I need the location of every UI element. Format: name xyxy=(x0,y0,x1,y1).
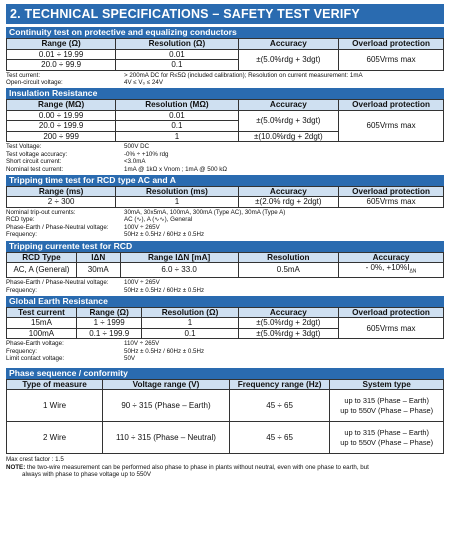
accuracy-text: - 0%, +10%I xyxy=(365,263,410,273)
table-header: Frequency range (Hz) xyxy=(229,379,330,390)
tripping-time-heading: Tripping time test for RCD type AC and A xyxy=(6,175,444,186)
note-value: 100V ÷ 265V xyxy=(124,223,160,231)
note-text: the two-wire measurement can be performed also phase to phase in plants without neutral, even with one phase to earth, but xyxy=(25,463,369,471)
table-header: Test current xyxy=(7,307,77,318)
note-label: Nominal test current: xyxy=(6,165,64,173)
table-cell: AC, A (General) xyxy=(7,263,77,278)
table-cell: 0.01 xyxy=(116,110,238,121)
table-header: RCD Type xyxy=(7,252,77,263)
table-row xyxy=(7,318,444,329)
table-header: Accuracy xyxy=(238,39,339,50)
note-label: Phase-Earth / Phase-Neutral voltage: xyxy=(6,223,109,231)
note-value: 4V ≤ V₀ ≤ 24V xyxy=(124,78,163,86)
table-cell: 0.1 ÷ 199.9 xyxy=(76,328,142,339)
table-row xyxy=(7,263,444,278)
table-header: Resolution (ms) xyxy=(116,186,238,197)
note-label: Phase-Earth voltage: xyxy=(6,340,64,348)
table-cell: 605Vrms max xyxy=(339,197,444,208)
table-cell: 0.1 xyxy=(116,60,238,71)
table-header: Accuracy xyxy=(339,252,444,263)
table-row xyxy=(7,110,444,121)
table-cell: 6.0 ÷ 33.0 xyxy=(120,263,238,278)
table-cell: 45 ÷ 65 xyxy=(229,422,330,454)
global-earth-heading: Global Earth Resistance xyxy=(6,296,444,307)
footer-notes xyxy=(6,456,444,478)
table-header: Resolution (Ω) xyxy=(116,39,238,50)
note-label: Test voltage accuracy: xyxy=(6,150,68,158)
table-cell: ±(5.0%rdg + 3dgt) xyxy=(238,110,339,131)
table-cell: 200 ÷ 999 xyxy=(7,131,116,142)
table-row xyxy=(7,197,444,208)
table-header: Overload protection xyxy=(339,307,444,318)
table-cell: 1 xyxy=(116,197,238,208)
note-label: Frequency: xyxy=(6,347,37,355)
table-row xyxy=(7,390,444,422)
note-label: Frequency: xyxy=(6,286,37,294)
table-cell: 45 ÷ 65 xyxy=(229,390,330,422)
crest-factor: Max crest factor : 1.5 xyxy=(6,456,64,464)
note-value: 50Hz ± 0.5Hz / 60Hz ± 0.5Hz xyxy=(124,347,205,355)
tripping-time-notes xyxy=(6,209,444,239)
table-cell xyxy=(339,263,444,278)
insulation-notes xyxy=(6,143,444,173)
tripping-current-notes xyxy=(6,279,444,294)
note-value: 1mA @ 1kΩ x Vnom ; 1mA @ 500 kΩ xyxy=(124,165,227,173)
note-value: 500V DC xyxy=(124,143,150,151)
table-cell: 605Vrms max xyxy=(339,49,444,70)
table-cell: 0.5mA xyxy=(238,263,339,278)
table-header: Overload protection xyxy=(339,39,444,50)
system-type-line: up to 550V (Phase – Phase) xyxy=(340,405,434,415)
table-header: Overload protection xyxy=(339,186,444,197)
insulation-heading: Insulation Resistance xyxy=(6,88,444,99)
note-text-2: always with phase to phase voltage up to 550V xyxy=(22,471,151,478)
table-cell xyxy=(330,422,444,454)
note-value: 50V xyxy=(124,355,136,363)
note-label: Nominal trip-out currents: xyxy=(6,208,76,216)
note-label: Phase-Earth / Phase-Neutral voltage: xyxy=(6,279,109,287)
system-type-line: up to 315 (Phase – Earth) xyxy=(344,395,429,405)
continuity-notes xyxy=(6,72,444,87)
table-cell: ±(10.0%rdg + 2dgt) xyxy=(238,131,339,142)
table-cell: 100mA xyxy=(7,328,77,339)
note-value: 100V ÷ 265V xyxy=(124,279,160,287)
tripping-current-table xyxy=(6,252,444,279)
continuity-table xyxy=(6,38,444,71)
insulation-table xyxy=(6,99,444,142)
table-cell: 0.01 ÷ 19.99 xyxy=(7,49,116,60)
tripping-current-heading: Tripping currente test for RCD xyxy=(6,241,444,252)
table-header: Range (Ω) xyxy=(76,307,142,318)
table-header: Resolution xyxy=(238,252,339,263)
phase-table xyxy=(6,379,444,455)
table-cell: 2 Wire xyxy=(7,422,103,454)
note-label: NOTE: xyxy=(6,463,26,471)
accuracy-subscript: ΔN xyxy=(409,268,417,275)
note-value: 30mA, 30x5mA, 100mA, 300mA (Type AC), 30mA (Type A) xyxy=(124,208,286,216)
table-header: Range IΔN [mA] xyxy=(120,252,238,263)
table-cell: 30mA xyxy=(76,263,120,278)
table-cell: ±(5.0%rdg + 2dgt) xyxy=(238,318,339,329)
table-cell: ±(5.0%rdg + 3dgt) xyxy=(238,49,339,70)
phase-heading: Phase sequence / conformity xyxy=(6,368,444,379)
note-value: > 200mA DC for R≤5Ω (included calibration); Resolution on current measurement: 1mA xyxy=(124,71,363,79)
system-type-line: up to 315 (Phase – Earth) xyxy=(344,427,429,437)
table-cell: 0.1 xyxy=(116,121,238,132)
table-header: Resolution (Ω) xyxy=(142,307,238,318)
table-header: Accuracy xyxy=(238,100,339,111)
table-header: Range (ms) xyxy=(7,186,116,197)
table-cell: 605Vrms max xyxy=(339,110,444,142)
continuity-heading: Continuity test on protective and equalizing conductors xyxy=(6,27,444,38)
table-cell: ±(5.0%rdg + 3dgt) xyxy=(238,328,339,339)
table-header: IΔN xyxy=(76,252,120,263)
page-title: 2. TECHNICAL SPECIFICATIONS – SAFETY TEST VERIFY xyxy=(6,4,444,24)
note-label: Test Voltage: xyxy=(6,143,42,151)
table-header: Type of measure xyxy=(7,379,103,390)
table-cell: 1 xyxy=(142,318,238,329)
table-cell: 15mA xyxy=(7,318,77,329)
note-value: 50Hz ± 0.5Hz / 60Hz ± 0.5Hz xyxy=(124,286,205,294)
table-header: Range (Ω) xyxy=(7,39,116,50)
table-cell: ±(2.0% rdg + 2dgt) xyxy=(238,197,339,208)
table-cell: 20.0 ÷ 99.9 xyxy=(7,60,116,71)
table-row xyxy=(7,422,444,454)
note-value: 110V ÷ 265V xyxy=(124,340,160,348)
table-cell: 110 ÷ 315 (Phase – Neutral) xyxy=(103,422,230,454)
table-header: Range (MΩ) xyxy=(7,100,116,111)
table-header: Voltage range (V) xyxy=(103,379,230,390)
table-cell: 1 Wire xyxy=(7,390,103,422)
note-value: 50Hz ± 0.5Hz / 60Hz ± 0.5Hz xyxy=(124,231,205,239)
table-header: Accuracy xyxy=(238,307,339,318)
table-header: Resolution (MΩ) xyxy=(116,100,238,111)
note-label: Frequency: xyxy=(6,231,37,239)
note-label: Test current: xyxy=(6,71,41,79)
table-cell xyxy=(330,390,444,422)
system-type-line: up to 550V (Phase – Phase) xyxy=(340,437,434,447)
table-cell: 0.01 xyxy=(116,49,238,60)
global-earth-table xyxy=(6,307,444,340)
table-cell: 90 ÷ 315 (Phase – Earth) xyxy=(103,390,230,422)
table-header: Overload protection xyxy=(339,100,444,111)
note-label: Limit contact voltage: xyxy=(6,355,65,363)
table-cell: 20.0 ÷ 199.9 xyxy=(7,121,116,132)
table-cell: 2 ÷ 300 xyxy=(7,197,116,208)
table-header: System type xyxy=(330,379,444,390)
table-cell: 605Vrms max xyxy=(339,318,444,339)
note-label: RCD type: xyxy=(6,216,35,224)
note-value: <3.0mA xyxy=(124,158,146,166)
table-cell: 1 xyxy=(116,131,238,142)
table-cell: 0.1 xyxy=(142,328,238,339)
table-cell: 0.00 ÷ 19.99 xyxy=(7,110,116,121)
tripping-time-table xyxy=(6,186,444,208)
note-label: Short circuit current: xyxy=(6,158,62,166)
note-value: AC (∿), A (∿∿), General xyxy=(124,216,193,224)
table-row xyxy=(7,49,444,60)
note-label: Open-circuit voltage: xyxy=(6,78,63,86)
global-earth-notes xyxy=(6,340,444,362)
note-value: -0% ÷ +10% rdg xyxy=(124,150,169,158)
table-header: Accuracy xyxy=(238,186,339,197)
table-cell: 1 ÷ 1999 xyxy=(76,318,142,329)
